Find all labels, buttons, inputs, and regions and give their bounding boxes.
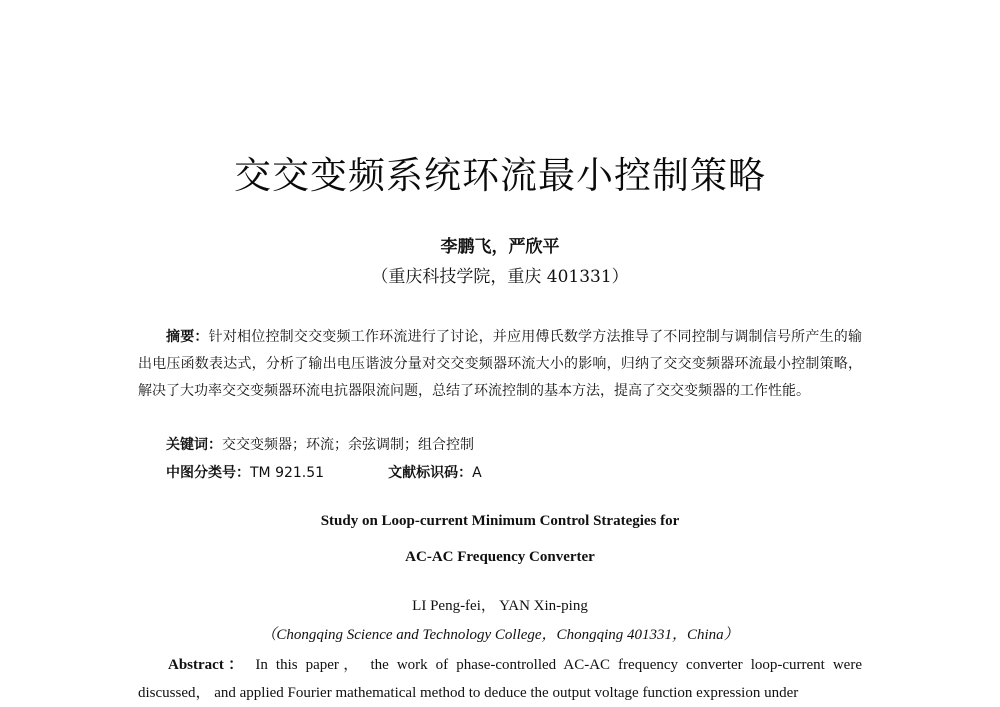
keywords-cn-label: 关键词： xyxy=(166,437,222,453)
abstract-cn-label: 摘要： xyxy=(166,329,209,345)
affiliation-en: （Chongqing Science and Technology College，Chongqing 401331，China） xyxy=(261,627,739,643)
keywords-cn xyxy=(166,434,474,454)
affiliation-cn: （重庆科技学院，重庆 401331） xyxy=(371,267,629,287)
authors-en: LI Peng-fei， YAN Xin-ping xyxy=(412,598,588,614)
classification-row xyxy=(166,462,482,482)
abstract-cn-text: 针对相位控制交交变频工作环流进行了讨论，并应用傅氏数学方法推导了不同控制与调制信号所产生的输出电压函数表达式，分析了输出电压谐波分量对交交变频器环流大小的影响，归纳了交交变频器环流最小控制策略，解决了大功率交交变频器环流电抗器限流问题，总结了环流控制的基本方法，提高了交交变频器的工作性能。 xyxy=(138,329,862,399)
classification-value: TM 921.51 xyxy=(250,465,325,481)
paper-title-cn: 交交变频系统环流最小控制策略 xyxy=(234,154,766,197)
abstract-cn xyxy=(138,324,862,405)
document-code-value: A xyxy=(472,465,482,481)
classification-number xyxy=(166,465,324,481)
classification-label: 中图分类号： xyxy=(166,465,250,481)
abstract-en-text: In this paper， the work of phase-controlled AC-AC frequency converter loop-current were discussed， and applied Fourier mathematical method to deduce the output voltage function expression under xyxy=(138,657,862,701)
paper-title-en-line2: AC-AC Frequency Converter xyxy=(405,549,595,565)
document-code-label: 文献标识码： xyxy=(388,465,473,481)
paper-title-en-line1: Study on Loop-current Minimum Control Strategies for xyxy=(320,513,680,529)
document-code xyxy=(388,462,482,482)
authors-cn: 李鹏飞，严欣平 xyxy=(440,237,560,257)
abstract-en xyxy=(138,651,862,707)
abstract-en-label: Abstract： xyxy=(168,657,248,673)
keywords-cn-text: 交交变频器；环流；余弦调制；组合控制 xyxy=(222,437,474,453)
